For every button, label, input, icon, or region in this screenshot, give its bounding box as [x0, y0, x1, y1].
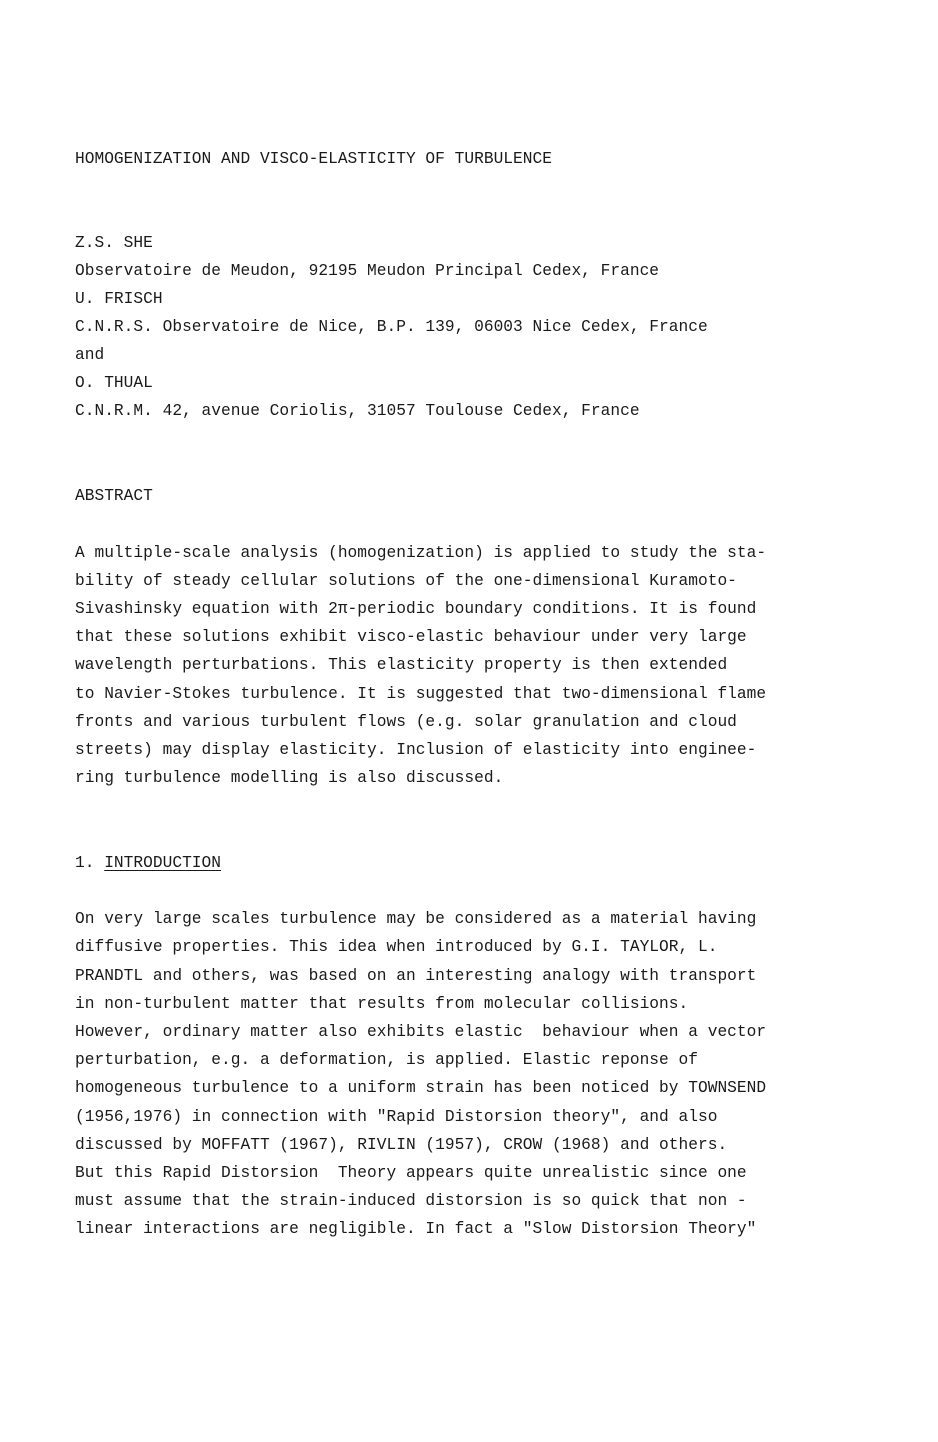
intro-line: homogeneous turbulence to a uniform strain has been noticed by TOWNSEND [75, 1079, 767, 1097]
intro-line: PRANDTL and others, was based on an interesting analogy with transport [75, 967, 757, 985]
abstract-line: that these solutions exhibit visco-elastic behaviour under very large [75, 628, 747, 646]
author-affiliation: Observatoire de Meudon, 92195 Meudon Principal Cedex, France [75, 262, 660, 280]
intro-line: (1956,1976) in connection with "Rapid Distorsion theory", and also [75, 1108, 718, 1126]
abstract-line: streets) may display elasticity. Inclusion of elasticity into enginee- [75, 741, 757, 759]
section-title: INTRODUCTION [104, 854, 222, 872]
paper-title: HOMOGENIZATION AND VISCO-ELASTICITY OF TURBULENCE [75, 150, 552, 168]
intro-line: linear interactions are negligible. In fact a "Slow Distorsion Theory" [75, 1220, 757, 1238]
author-affiliation: C.N.R.M. 42, avenue Coriolis, 31057 Toulouse Cedex, France [75, 402, 640, 420]
intro-line: On very large scales turbulence may be considered as a material having [75, 910, 757, 928]
intro-line: in non-turbulent matter that results from molecular collisions. [75, 995, 689, 1013]
abstract-heading: ABSTRACT [75, 487, 153, 505]
author-name: O. THUAL [75, 374, 153, 392]
abstract-line: bility of steady cellular solutions of the one-dimensional Kuramoto- [75, 572, 737, 590]
abstract-line: ring turbulence modelling is also discussed. [75, 769, 504, 787]
author-name: Z.S. SHE [75, 234, 153, 252]
author-affiliation: C.N.R.S. Observatoire de Nice, B.P. 139, 06003 Nice Cedex, France [75, 318, 708, 336]
section-heading [75, 853, 221, 873]
abstract-line: to Navier-Stokes turbulence. It is suggested that two-dimensional flame [75, 685, 767, 703]
intro-line: However, ordinary matter also exhibits elastic behaviour when a vector [75, 1023, 767, 1041]
abstract-line: wavelength perturbations. This elasticity property is then extended [75, 656, 728, 674]
abstract-line: fronts and various turbulent flows (e.g. solar granulation and cloud [75, 713, 737, 731]
abstract-line: Sivashinsky equation with 2π-periodic boundary conditions. It is found [75, 600, 757, 618]
author-conjunction: and [75, 346, 105, 364]
abstract-line: A multiple-scale analysis (homogenization) is applied to study the sta- [75, 544, 767, 562]
author-name: U. FRISCH [75, 290, 163, 308]
intro-line: must assume that the strain-induced distorsion is so quick that non - [75, 1192, 747, 1210]
section-number: 1. [75, 854, 95, 872]
intro-line: discussed by MOFFATT (1967), RIVLIN (1957), CROW (1968) and others. [75, 1136, 728, 1154]
intro-line: diffusive properties. This idea when introduced by G.I. TAYLOR, L. [75, 938, 718, 956]
intro-line: But this Rapid Distorsion Theory appears quite unrealistic since one [75, 1164, 747, 1182]
intro-line: perturbation, e.g. a deformation, is applied. Elastic reponse of [75, 1051, 698, 1069]
